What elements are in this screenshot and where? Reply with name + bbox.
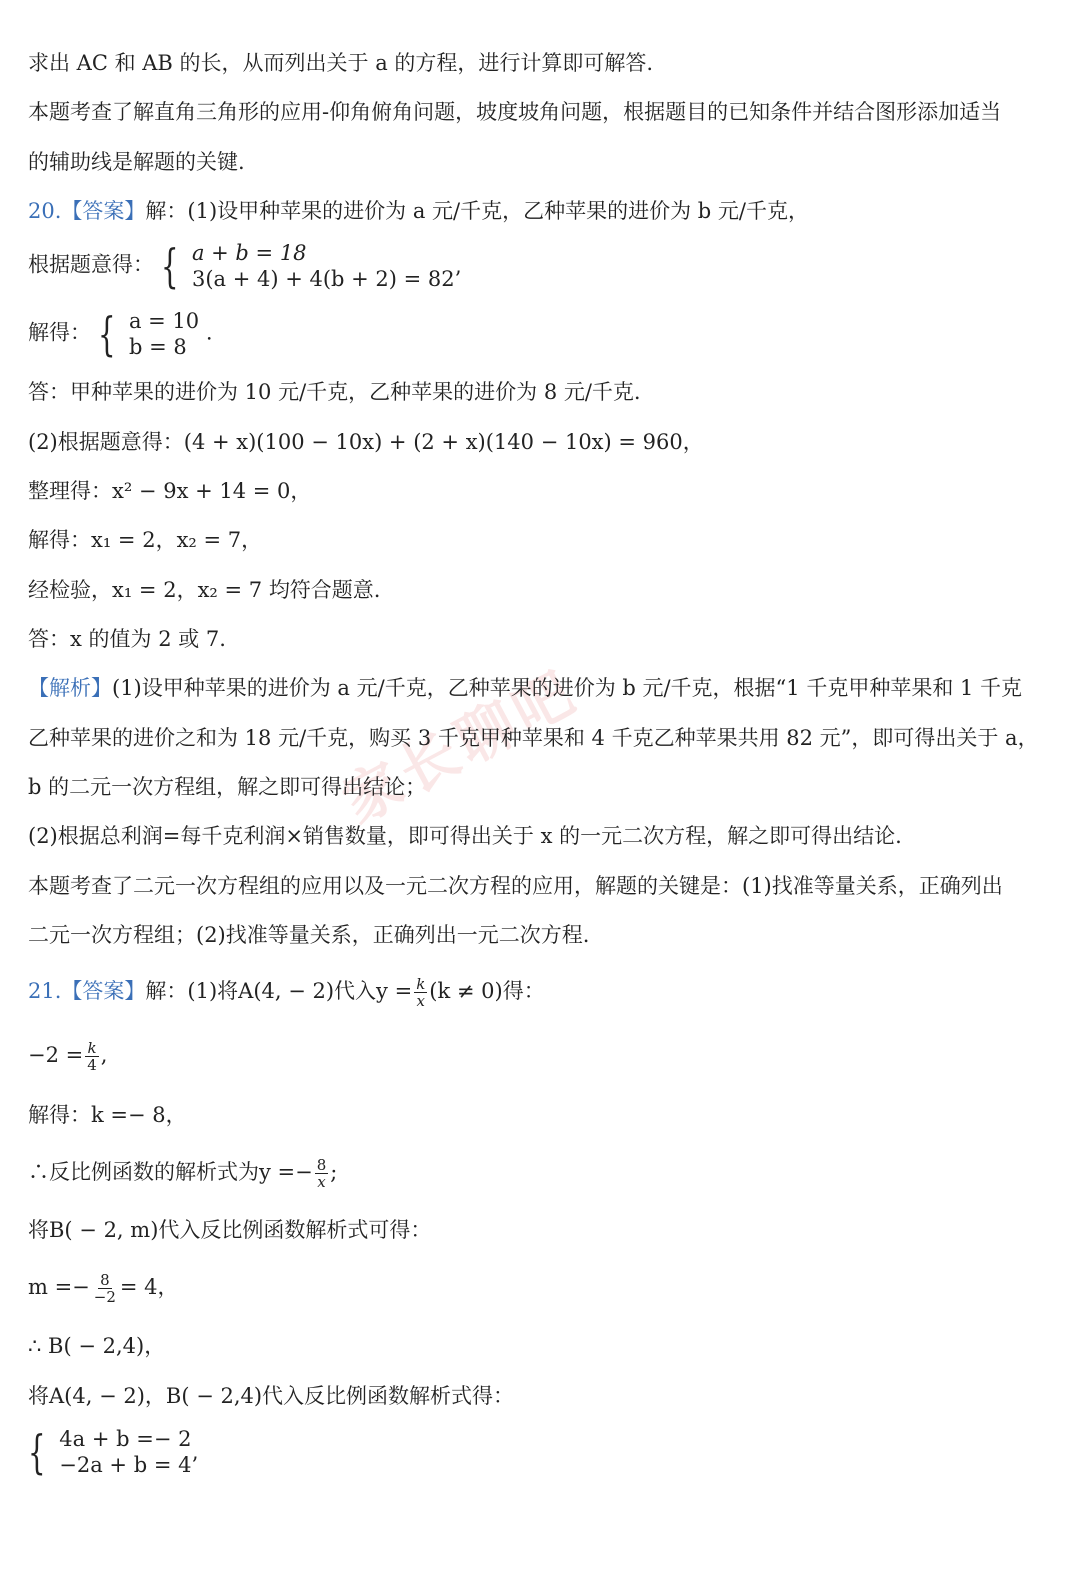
q20-answer-tag: 【答案】 <box>61 199 146 223</box>
watermark: 家长聊吧 <box>331 656 590 837</box>
q19-line-1: 求出 AC 和 AB 的长，从而列出关于 a 的方程，进行计算即可解答. <box>28 51 654 75</box>
q21-func-post: ; <box>330 1160 338 1184</box>
fraction-denominator: 4 <box>87 1056 97 1074</box>
q20-sys2-eq1: a = 10 <box>128 309 200 333</box>
q21-sub-b: 将B( − 2, m)代入反比例函数解析式可得： <box>28 1218 432 1242</box>
q21-k-solve: 解得：k =− 8， <box>28 1103 187 1127</box>
q21-func-pre: ∴反比例函数的解析式为y =− <box>28 1160 313 1184</box>
q20-analysis-line-1 <box>28 673 1022 703</box>
q20-analysis-line-4: (2)根据总利润=每千克利润×销售数量，即可得出关于 x 的一元二次方程，解之即可得出结论. <box>28 824 902 848</box>
q21-m-fraction <box>92 1272 118 1305</box>
q20-number: 20. <box>28 199 62 223</box>
q21-m-pre: m =− <box>28 1275 90 1299</box>
q19-line-3: 的辅助线是解题的关键. <box>28 150 245 174</box>
q20-analysis-text-1: (1)设甲种苹果的进价为 a 元/千克，乙种苹果的进价为 b 元/千克，根据“1 千克甲种苹果和 1 千克 <box>112 676 1023 700</box>
q20-analysis-tag: 【解析】 <box>28 676 112 700</box>
q20-answer-2: 答：x 的值为 2 或 7. <box>28 627 226 651</box>
q21-sys-eq1: 4a + b =− 2 <box>59 1427 192 1451</box>
q20-sys2-eq2: b = 8 <box>128 335 187 359</box>
q21-intro-fraction <box>414 976 427 1009</box>
q20-sys1-eq1: a + b = 18 <box>191 241 307 265</box>
q21-m-value <box>28 1272 179 1305</box>
q20-sys1-eq2: 3(a + 4) + 4(b + 2) = 82’ <box>191 267 462 291</box>
q20-sys2-tail: . <box>205 320 213 345</box>
fraction-numerator: 8 <box>100 1271 110 1289</box>
fraction-denominator: x <box>416 992 425 1010</box>
q20-analysis-line-2: 乙种苹果的进价之和为 18 元/千克，购买 3 千克甲种苹果和 4 千克乙种苹果共用 82 元”，即可得出关于 a， <box>28 726 1039 750</box>
q21-equation <box>28 1040 107 1073</box>
q21-sys-eq2: −2a + b = 4’ <box>59 1453 199 1477</box>
q20-check: 经检验，x₁ = 2，x₂ = 7 均符合题意. <box>28 578 381 602</box>
brace-icon: { <box>97 307 116 361</box>
q20-sys1-brace-group <box>161 240 462 292</box>
q21-system <box>28 1426 198 1478</box>
q20-solve: 解得：x₁ = 2，x₂ = 7， <box>28 528 263 552</box>
q21-eq-post: , <box>100 1043 108 1067</box>
q21-intro-pre: 解：(1)将A(4, − 2)代入y = <box>145 979 413 1003</box>
q20-sys2-brace-group <box>98 308 199 360</box>
q20-analysis-line-5: 本题考查了二元一次方程组的应用以及一元二次方程的应用，解题的关键是：(1)找准等量关系，正确列出 <box>28 874 1003 898</box>
q21-sys-brace-group <box>28 1426 198 1478</box>
q20-analysis-line-6: 二元一次方程组；(2)找准等量关系，正确列出一元二次方程. <box>28 923 590 947</box>
q21-intro-line <box>28 976 545 1009</box>
q21-sub-ab: 将A(4, − 2)，B( − 2,4)代入反比例函数解析式得： <box>28 1384 515 1408</box>
q20-sys2-label: 解得： <box>28 320 91 345</box>
brace-icon: { <box>160 239 179 293</box>
fraction-numerator: 8 <box>316 1156 327 1174</box>
q21-func-fraction <box>315 1157 329 1190</box>
fraction-numerator: k <box>87 1039 97 1057</box>
fraction-denominator: x <box>317 1173 326 1191</box>
fraction-numerator: k <box>416 975 426 993</box>
q20-system-2 <box>28 308 213 360</box>
q20-part-2: (2)根据题意得：(4 + x)(100 − 10x) + (2 + x)(140 − 10x) = 960， <box>28 430 704 454</box>
q21-m-post: = 4， <box>119 1275 179 1299</box>
fraction-denominator: −2 <box>93 1288 116 1306</box>
q21-eq-pre: −2 = <box>28 1043 84 1067</box>
q21-answer-tag: 【答案】 <box>61 979 146 1003</box>
q20-answer-1: 答：甲种苹果的进价为 10 元/千克，乙种苹果的进价为 8 元/千克. <box>28 380 641 404</box>
q20-intro-line <box>28 196 809 226</box>
q20-system-1 <box>28 240 461 292</box>
q21-eq-fraction <box>85 1040 99 1073</box>
q21-b-point: ∴ B( − 2,4)， <box>28 1334 166 1358</box>
q21-number: 21. <box>28 979 62 1003</box>
q20-sys1-label: 根据题意得： <box>28 252 154 277</box>
q20-simplify: 整理得：x² − 9x + 14 = 0， <box>28 479 312 503</box>
q21-function <box>28 1157 337 1190</box>
brace-icon: { <box>28 1425 46 1479</box>
q20-analysis-line-3: b 的二元一次方程组，解之即可得出结论； <box>28 775 427 799</box>
q19-line-2: 本题考查了解直角三角形的应用-仰角俯角问题，坡度坡角问题，根据题目的已知条件并结合图形添加适当 <box>28 100 1002 124</box>
q21-intro-post: (k ≠ 0)得： <box>429 979 545 1003</box>
q20-intro: 解：(1)设甲种苹果的进价为 a 元/千克，乙种苹果的进价为 b 元/千克， <box>145 199 809 223</box>
